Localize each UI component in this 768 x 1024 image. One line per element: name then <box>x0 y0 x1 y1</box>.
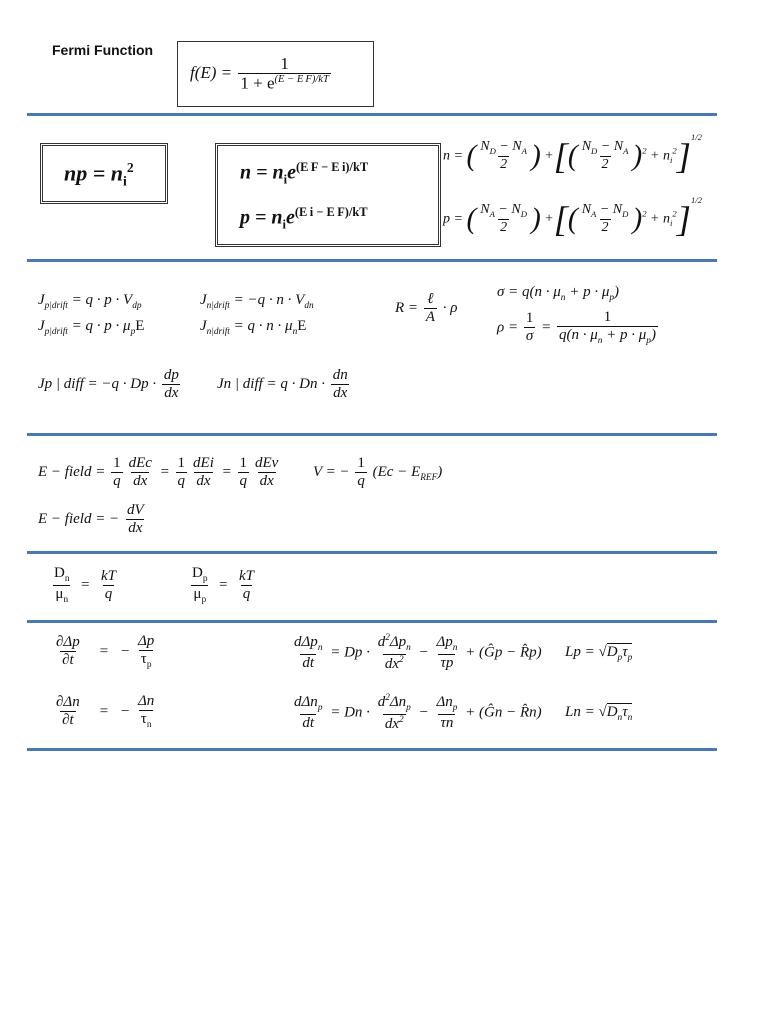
electron-diffusion-length: $Ln = √D_n\tau_n$ <box>565 704 633 723</box>
section-divider <box>27 113 717 116</box>
electron-diffusion-equation: Jn | diff = q · Dn · $\frac{dn}{dx}$ <box>217 367 348 401</box>
electron-drift-velocity-equation: $J_{n|drift} = -q \cdot n \cdot V_{dn}$ <box>200 292 314 311</box>
electron-recombination-equation: $\frac{\partial\Delta n}{\partial t}$ = − $\frac{\Delta n}{\tau_n}$ <box>56 693 155 730</box>
hole-concentration-equation: $p = n_ie^{(E i - E F)/kT}$ <box>240 205 368 232</box>
hole-drift-velocity-equation: $J_{p|drift} = q \cdot p \cdot V_{dp}$ <box>38 292 142 311</box>
resistivity-equation: ρ = $\frac{1}{\sigma}$ = $\frac{1}{q(n \cdot \mu_n + p \cdot \mu_p)}$ <box>497 309 656 346</box>
section-title-fermi: Fermi Function <box>52 42 154 58</box>
hole-continuity-equation: $\frac{d\Delta p_n}{dt}$ = Dp · $\frac{d^2\Delta p_n}{dx^2}$ − $\frac{\Delta p_n}{\tau p}$ + (Ĝp − R̂p) <box>294 633 542 672</box>
fermi-function-equation: f(E) = $\frac{1}{1 + e^{(E - E F)/kT}}$ <box>190 54 329 93</box>
electric-field-potential-equation: E − field = − $\frac{dV}{dx}$ <box>38 502 144 536</box>
section-divider <box>27 433 717 436</box>
electron-continuity-equation: $\frac{d\Delta n_p}{dt}$ = Dn · $\frac{d^2\Delta n_p}{dx^2}$ − $\frac{\Delta n_p}{\tau n}$ + (Ĝn − R̂n) <box>294 693 542 732</box>
conductivity-equation: $\sigma = q(n \cdot \mu_n + p \cdot \mu_p)$ <box>497 284 620 303</box>
hole-drift-mobility-equation: $J_{p|drift} = q \cdot p \cdot \mu_pE$ <box>38 318 145 337</box>
mass-action-equation: np = $n_i^2$ <box>64 160 134 189</box>
hole-diffusion-length: $Lp = √D_p\tau_p$ <box>565 644 633 663</box>
electron-drift-mobility-equation: $J_{n|drift} = q \cdot n \cdot \mu_nE$ <box>200 318 307 337</box>
electron-concentration-equation: $n = n_ie^{(E F - E i)/kT}$ <box>240 160 369 187</box>
section-divider <box>27 620 717 623</box>
hole-recombination-equation: $\frac{\partial\Delta p}{\partial t}$ = − $\frac{\Delta p}{\tau_p}$ <box>56 633 155 670</box>
potential-equation: V = − $\frac{1}{q}$ $(Ec - E_{REF})$ <box>313 455 443 489</box>
section-divider <box>27 551 717 554</box>
n-full-equation: n = ( $\frac{N_D - N_A}{2}$ ) +[( $\frac{N_D - N_A}{2}$ )$^2 + n_i^2]^{1/2}$ <box>443 131 703 177</box>
electric-field-equation: E − field = $\frac{1}{q}$ $\frac{\text{dEc}}{dx}$ = $\frac{1}{q}$ $\frac{\text{dEi}}{dx}$ = $\frac{1}{q}$ $\frac{\text{dEv}}{dx}$ <box>38 455 279 489</box>
section-divider <box>27 259 717 262</box>
p-full-equation: p = ( $\frac{N_A - N_D}{2}$ ) +[( $\frac{N_A - N_D}{2}$ )$^2 + n_i^2]^{1/2}$ <box>443 194 703 240</box>
resistance-equation: R = $\frac{\text{ℓ}}{A}$ · ρ <box>395 291 458 325</box>
hole-diffusion-equation: Jp | diff = −q · Dp · $\frac{dp}{dx}$ <box>38 367 179 401</box>
section-divider <box>27 748 717 751</box>
einstein-relation-electrons: $\frac{D_n}{\mu_n}$ = $\frac{kT}{q}$ <box>54 565 116 605</box>
einstein-relation-holes: $\frac{D_p}{\mu_p}$ = $\frac{kT}{q}$ <box>192 565 254 605</box>
